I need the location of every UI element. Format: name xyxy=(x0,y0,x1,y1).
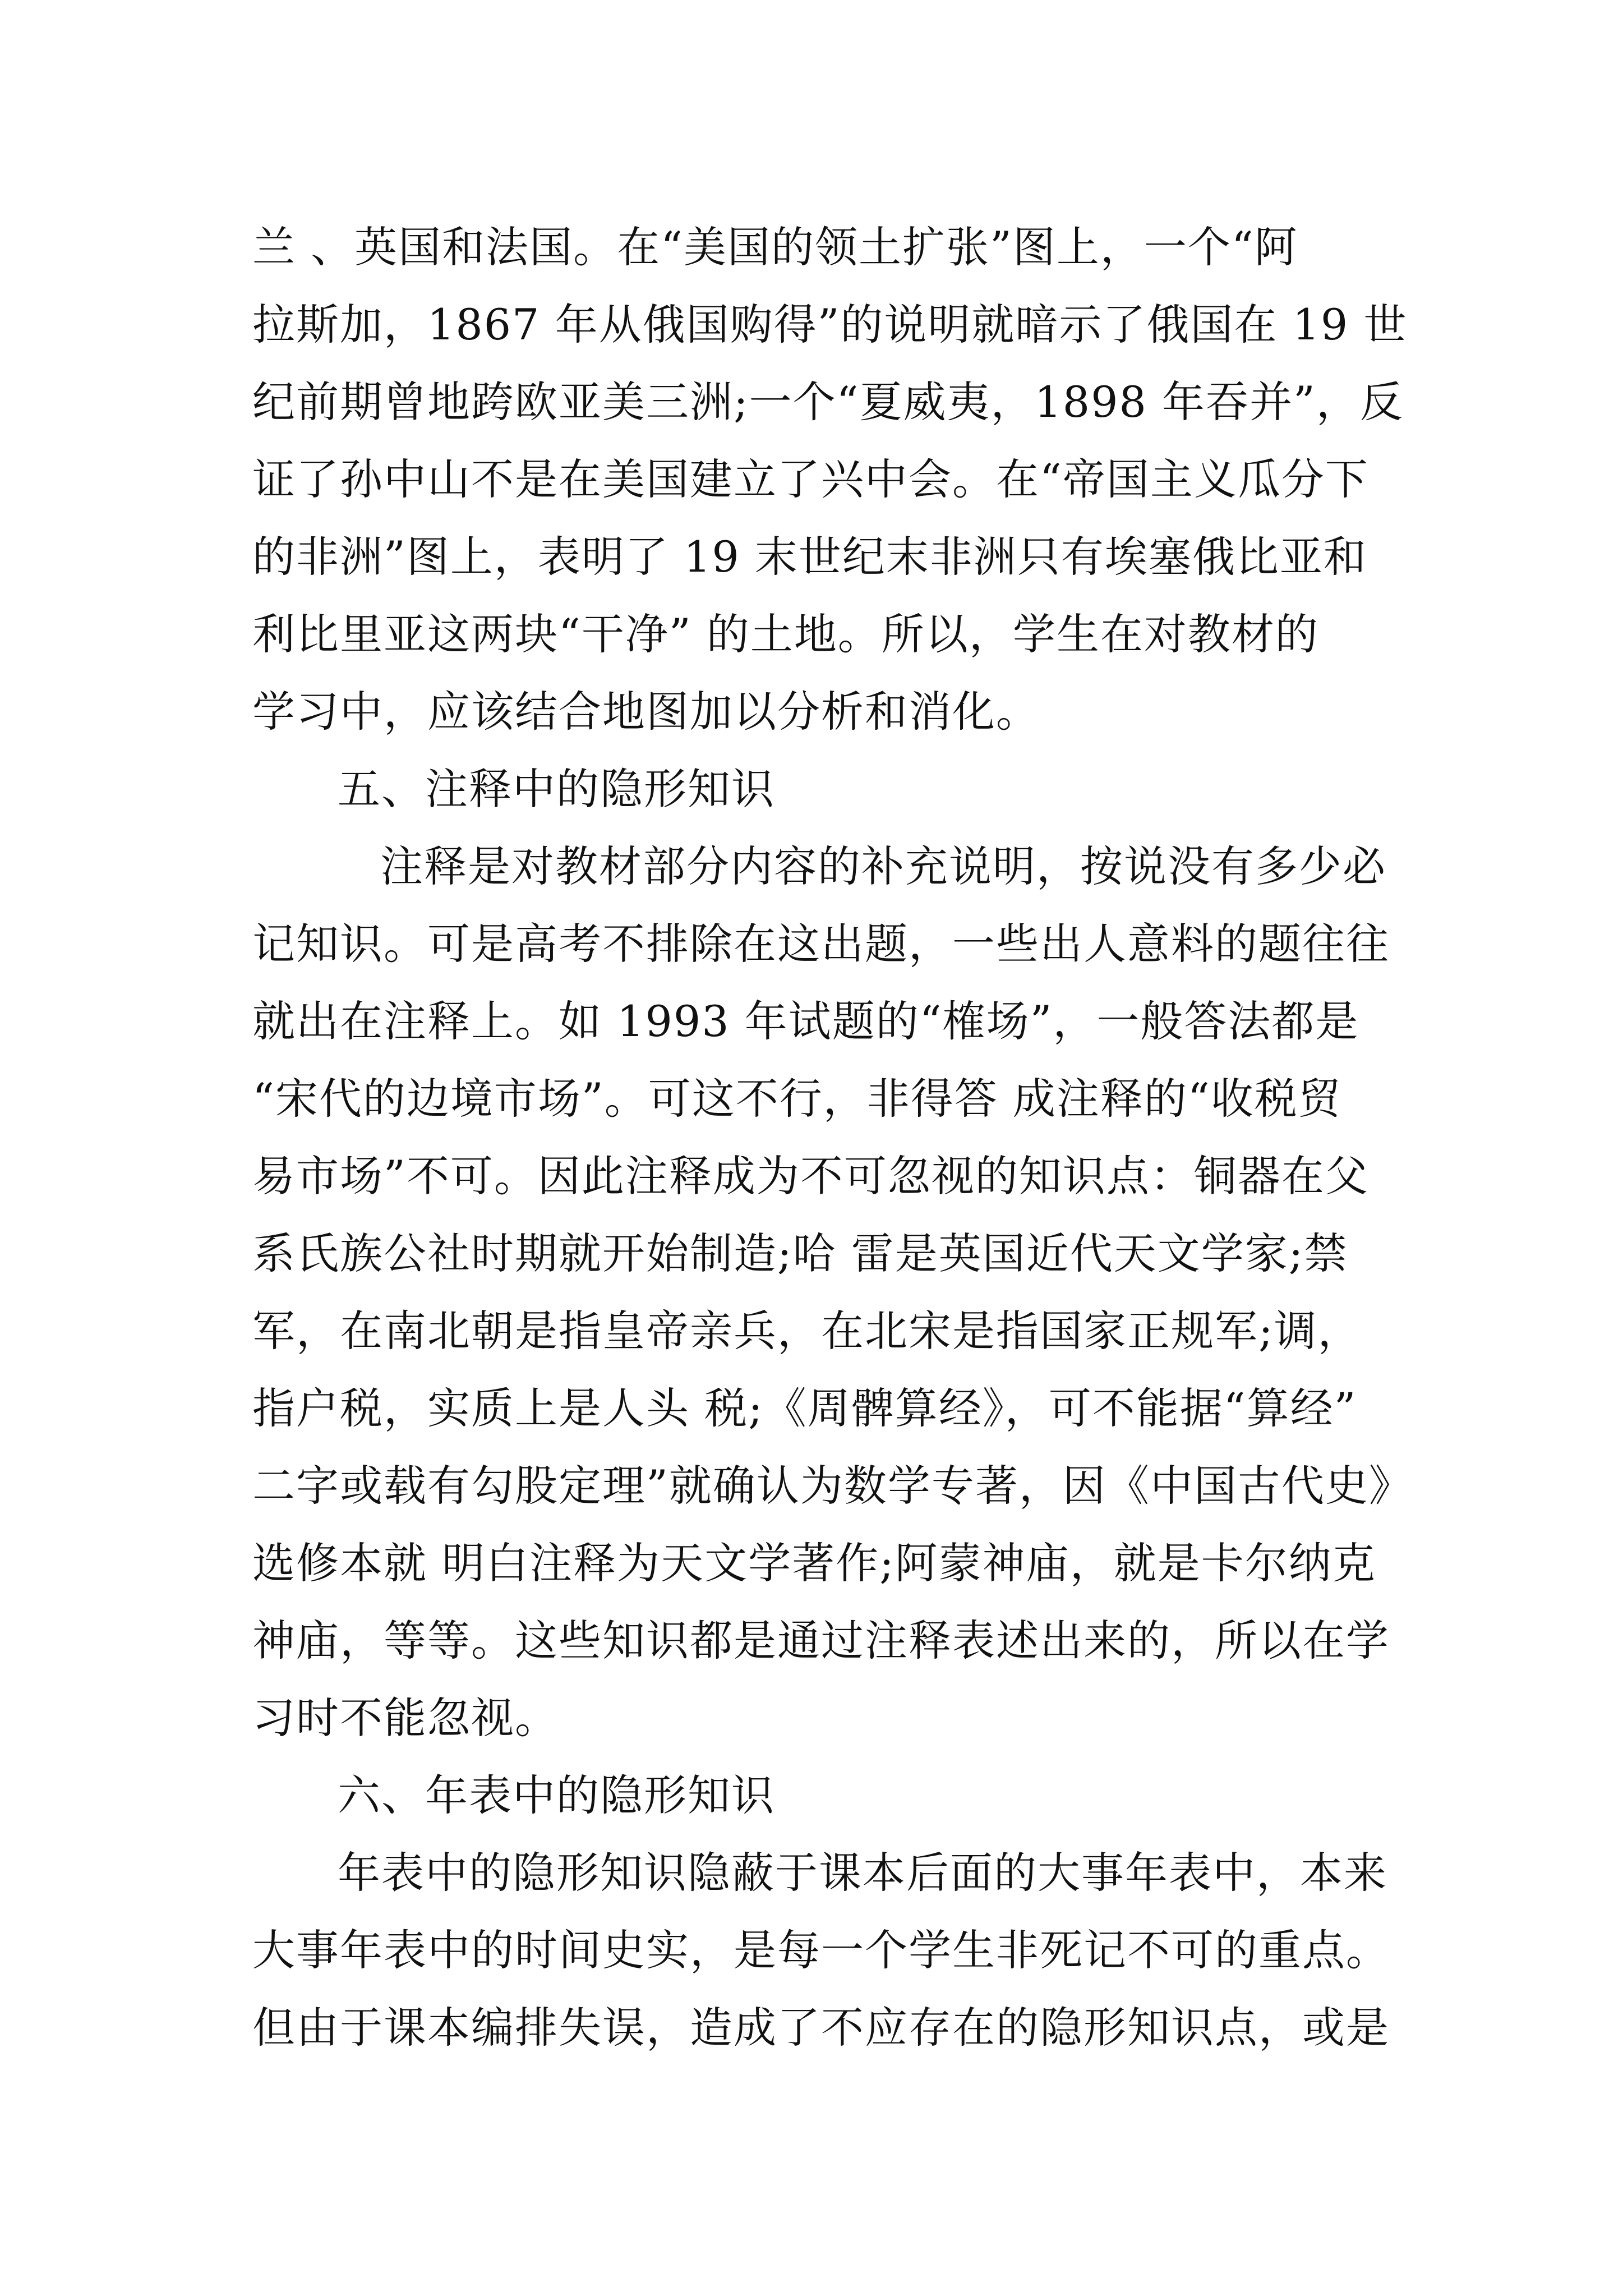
text-line: “宋代的边境市场”。可这不行，非得答 成注释的“收税贸 xyxy=(252,1074,1342,1124)
section-heading-6: 六、年表中的隐形知识 xyxy=(338,1770,775,1820)
text-line: 指户税，实质上是人头 税;《周髀算经》，可不能据“算经” xyxy=(252,1383,1357,1433)
text-line: 易市场”不可。因此注释成为不可忽视的知识点：铜器在父 xyxy=(252,1151,1369,1201)
text-line: 利比里亚这两块“干净” 的土地。所以，学生在对教材的 xyxy=(252,609,1319,659)
text-line: 军，在南北朝是指皇帝亲兵，在北宋是指国家正规军;调， xyxy=(252,1306,1362,1356)
text-line: 学习中，应该结合地图加以分析和消化。 xyxy=(252,687,1040,737)
text-line: 系氏族公社时期就开始制造;哈 雷是英国近代天文学家;禁 xyxy=(252,1228,1348,1278)
document-body xyxy=(252,209,1413,2067)
text-line: 选修本就 明白注释为天文学著作;阿蒙神庙，就是卡尔纳克 xyxy=(252,1538,1376,1588)
text-line: 兰 、英国和法国。在“美国的领土扩张”图上，一个“阿 xyxy=(252,222,1298,272)
text-line: 纪前期曾地跨欧亚美三洲;一个“夏威夷，1898 年吞并”，反 xyxy=(252,377,1404,427)
text-line: 二字或载有勾股定理”就确认为数学专著，因《中国古代史》 xyxy=(252,1461,1413,1511)
text-line: 记知识。可是高考不排除在这出题，一些出人意料的题往往 xyxy=(252,919,1390,969)
text-line: 拉斯加，1867 年从俄国购得”的说明就暗示了俄国在 19 世 xyxy=(252,300,1408,349)
paragraph-first-line: 年表中的隐形知识隐蔽于课本后面的大事年表中，本来 xyxy=(338,1848,1387,1898)
text-line: 就出在注释上。如 1993 年试题的“榷场”，一般答法都是 xyxy=(252,996,1359,1046)
text-line: 的非洲”图上，表明了 19 末世纪末非洲只有埃塞俄比亚和 xyxy=(252,532,1367,582)
section-heading-5: 五、注释中的隐形知识 xyxy=(338,764,775,814)
text-line: 证了孙中山不是在美国建立了兴中会。在“帝国主义瓜分下 xyxy=(252,454,1369,504)
text-line: 但由于课本编排失误，造成了不应存在的隐形知识点，或是 xyxy=(252,2003,1390,2053)
text-line: 习时不能忽视。 xyxy=(252,1693,559,1743)
text-line: 大事年表中的时间史实，是每一个学生非死记不可的重点。 xyxy=(252,1925,1390,1975)
paragraph-first-line: 注释是对教材部分内容的补充说明，按说没有多少必 xyxy=(380,841,1386,891)
text-line: 神庙，等等。这些知识都是通过注释表述出来的，所以在学 xyxy=(252,1616,1390,1665)
